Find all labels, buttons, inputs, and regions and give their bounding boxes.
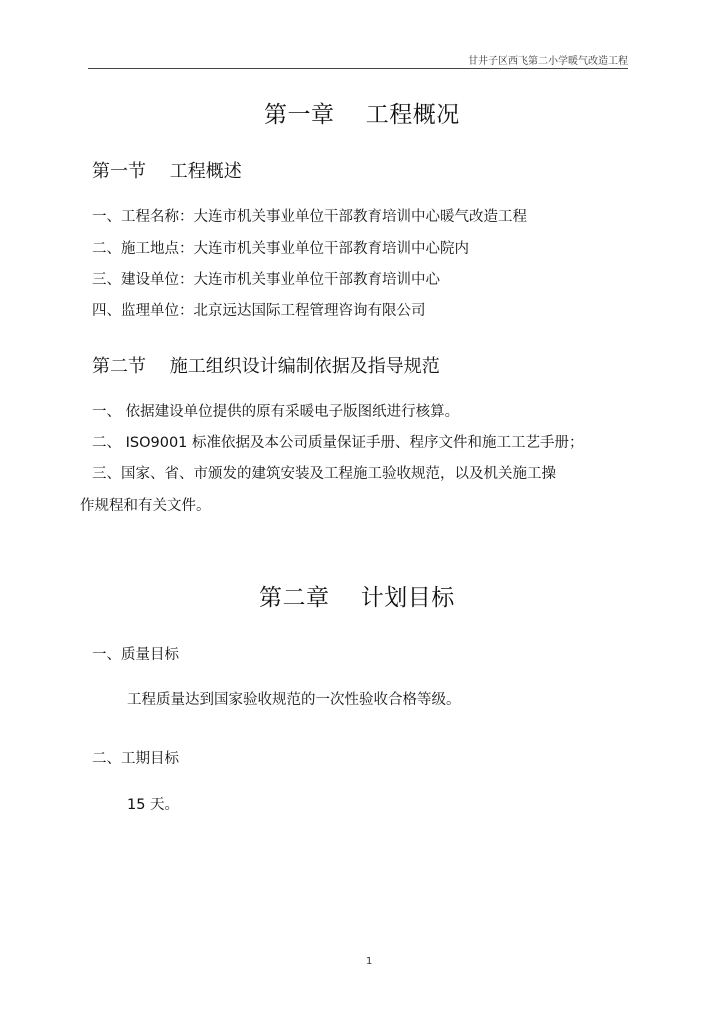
basis-item-2: 二、 ISO9001 标准依据及本公司质量保证手册、程序文件和施工工艺手册；	[92, 435, 584, 451]
running-header: 甘井子区西飞第二小学暖气改造工程	[468, 56, 628, 67]
basis-item-3-continued: 作规程和有关文件。	[80, 498, 211, 514]
owner-line: 三、建设单位：大连市机关事业单位干部教育培训中心	[92, 272, 440, 288]
chapter-2-title: 第二章 计划目标	[259, 585, 455, 611]
quality-goal-heading: 一、质量目标	[92, 647, 179, 663]
basis-item-1: 一、 依据建设单位提供的原有采暖电子版图纸进行核算。	[92, 404, 460, 420]
basis-item-3: 三、国家、省、市颁发的建筑安装及工程施工验收规范，以及机关施工操	[92, 466, 556, 482]
header-rule	[88, 68, 628, 69]
project-location-line: 二、施工地点：大连市机关事业单位干部教育培训中心院内	[92, 241, 469, 257]
chapter-1-title: 第一章 工程概况	[264, 102, 460, 128]
schedule-goal-text: 15 天。	[127, 797, 180, 813]
project-name-line: 一、工程名称：大连市机关事业单位干部教育培训中心暖气改造工程	[92, 209, 527, 225]
supervisor-line: 四、监理单位：北京远达国际工程管理咨询有限公司	[92, 303, 426, 319]
section-2-title: 第二节 施工组织设计编制依据及指导规范	[92, 356, 440, 377]
section-1-title: 第一节 工程概述	[92, 161, 242, 182]
quality-goal-text: 工程质量达到国家验收规范的一次性验收合格等级。	[127, 692, 461, 708]
schedule-goal-heading: 二、工期目标	[92, 751, 179, 767]
page-number: 1	[366, 956, 373, 967]
